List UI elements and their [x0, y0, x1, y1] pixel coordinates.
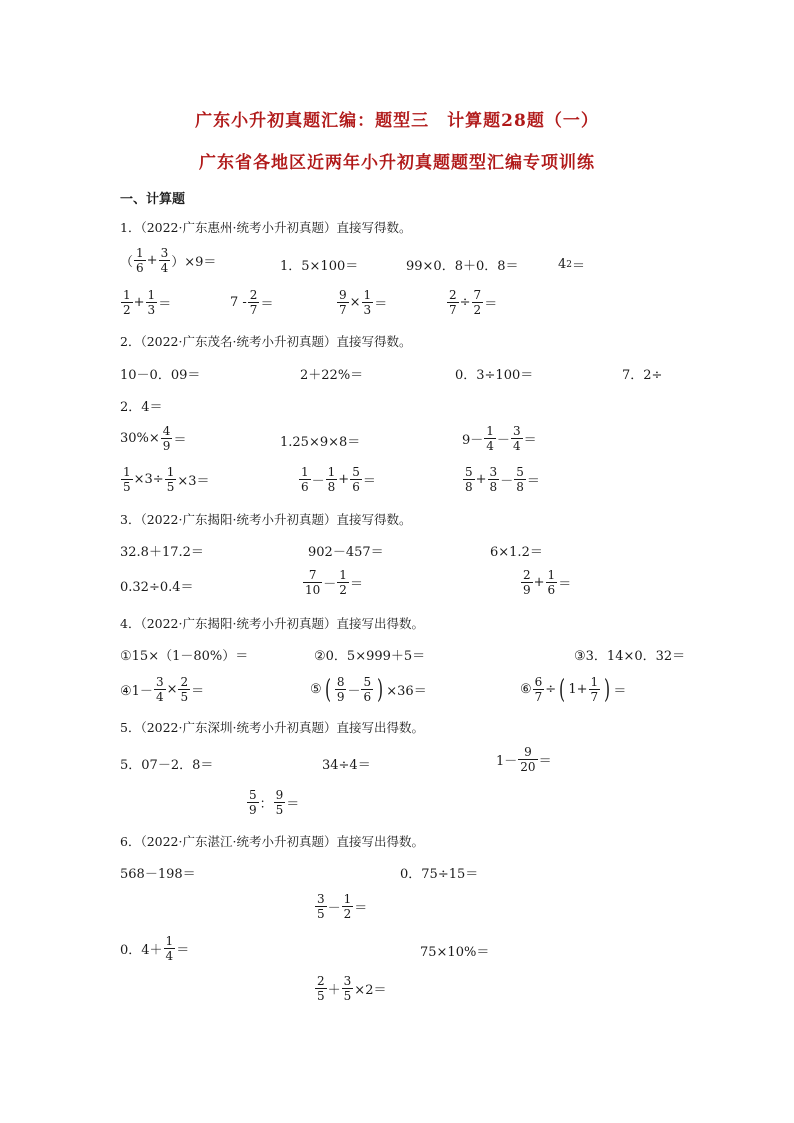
q4-expr-c: ③3．14×0．32＝: [574, 649, 686, 664]
q6-expr-b: 0．75÷15＝: [400, 867, 479, 882]
q4-expr-a: ①15×（1－80%）＝: [120, 649, 249, 664]
q2-expr-c: 0．3÷100＝: [455, 368, 534, 383]
q6-expr-f: 2 5 ＋ $\frac{3}{5}$ ×2＝: [317, 974, 387, 1003]
q5-expr-c: 1－ 9 20 ＝: [496, 745, 552, 774]
section-heading: 一、计算题: [120, 192, 186, 207]
q3-expr-d: 0.32÷0.4＝: [120, 580, 194, 595]
q6-expr-d: 0．4＋ 1 4 ＝: [120, 934, 190, 963]
q2-expr-f: 1.25×9×8＝: [280, 435, 361, 450]
q3-expr-a: 32.8＋17.2＝: [120, 545, 204, 560]
q1-expr-c: 99×0．8＋0．8＝: [406, 259, 519, 274]
question-3-label: 3．（2022·广东揭阳·统考小升初真题）直接写得数。: [120, 512, 412, 527]
q1-expr-h: $\frac{2}{7}$ ÷ $\frac{7}{2}$ ＝: [449, 288, 498, 317]
question-5-label: 5．（2022·广东深圳·统考小升初真题）直接写出得数。: [120, 720, 424, 735]
q6-expr-c: 3 5 － 1 2 ＝: [317, 892, 368, 921]
q2-expr-e: 30%× $\frac{4}{9}$ ＝: [120, 424, 187, 453]
q3-expr-e: 7 10 － 1 2 ＝: [305, 568, 363, 597]
q3-expr-c: 6×1.2＝: [490, 545, 543, 560]
q2-expr-g: 9－ 1 4 － 3 4 ＝: [462, 424, 537, 453]
question-4-label: 4．（2022·广东揭阳·统考小升初真题）直接写出得数。: [120, 616, 424, 631]
q1-expr-g: $\frac{9}{7}$ × $\frac{1}{3}$ ＝: [339, 288, 388, 317]
q2-expr-i: 1 6 － 1 8 + $\frac{5}{6}$ ＝: [301, 465, 376, 494]
q1-expr-f: 7 - 2 7 ＝: [230, 288, 274, 317]
q1-expr-e: 1 2 + $\frac{1}{3}$ ＝: [123, 288, 172, 317]
document-subtitle: 广东省各地区近两年小升初真题题型汇编专项训练: [199, 153, 595, 173]
q2-expr-j: 5 8 + $\frac{3}{8}$ － 5 8 ＝: [465, 465, 540, 494]
q2-expr-b: 2＋22%＝: [300, 368, 364, 383]
document-title: 广东小升初真题汇编：题型三 计算题28题（一）: [195, 111, 599, 131]
question-1-label: 1．（2022·广东惠州·统考小升初真题）直接写得数。: [120, 220, 412, 235]
q2-expr-h: $\frac{1}{5}$ ×3÷ $\frac{1}{5}$ ×3＝: [123, 465, 210, 494]
q6-expr-a: 568－198＝: [120, 867, 196, 882]
q2-expr-a: 10－0．09＝: [120, 368, 201, 383]
q1-expr-a: （ 1 6 + $\frac{3}{4}$ ）×9＝: [120, 246, 217, 275]
question-2-label: 2．（2022·广东茂名·统考小升初真题）直接写得数。: [120, 334, 412, 349]
q1-expr-d: 4 2 ＝: [558, 257, 586, 274]
q1-expr-b: 1．5×100＝: [280, 259, 359, 274]
question-6-label: 6．（2022·广东湛江·统考小升初真题）直接写出得数。: [120, 834, 424, 849]
q6-expr-e: 75×10%＝: [420, 945, 490, 960]
q2-expr-d-cont: 2．4＝: [120, 400, 163, 415]
q4-expr-f: ⑥ $\frac{6}{7}$ ÷ ( 1+ $\frac{1}{7}$ ) ＝: [520, 674, 627, 705]
q3-expr-b: 902－457＝: [308, 545, 384, 560]
q4-expr-b: ②0．5×999＋5＝: [314, 649, 426, 664]
q5-expr-a: 5．07－2．8＝: [120, 758, 214, 773]
q3-expr-f: 2 9 + $\frac{1}{6}$ ＝: [523, 568, 572, 597]
q4-expr-e: ⑤ ( 8 9 － 5 6 ) ×36＝: [310, 674, 427, 705]
q5-expr-b: 34÷4＝: [322, 758, 371, 773]
q4-expr-d: ④1－ $\frac{3}{4}$ × $\frac{2}{5}$ ＝: [120, 675, 205, 704]
q2-expr-d: 7．2÷: [622, 368, 663, 383]
q5-expr-d: 5 9 ： 9 5 ＝: [249, 788, 300, 817]
